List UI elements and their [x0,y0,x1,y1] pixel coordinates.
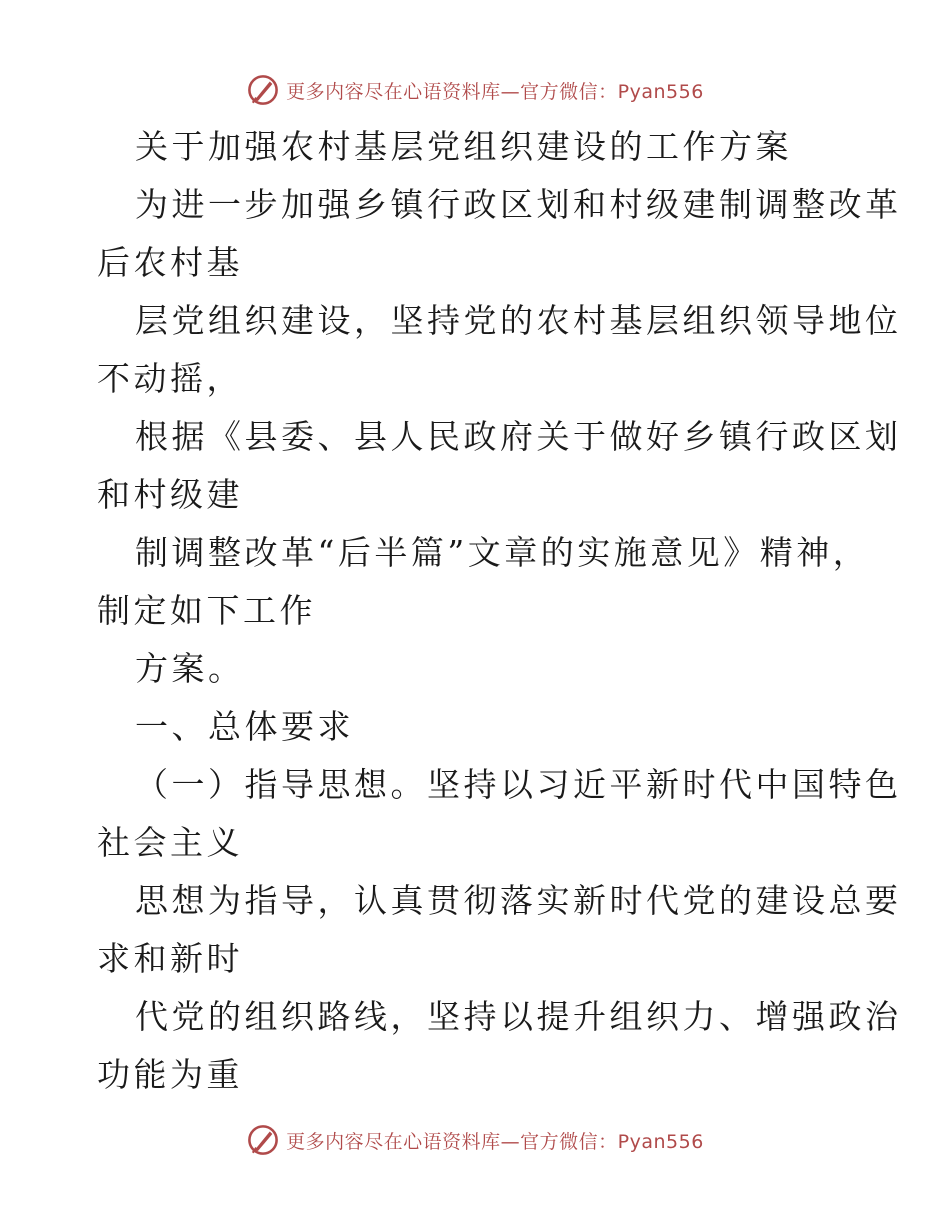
paragraph-line: 后农村基 [97,243,243,282]
paragraph-line: 功能为重 [97,1055,243,1094]
section-heading: 一、总体要求 [135,707,354,746]
paragraph-line: 制定如下工作 [97,591,316,630]
document-title: 关于加强农村基层党组织建设的工作方案 [135,127,792,166]
quill-pen-circle-icon [246,1123,280,1157]
paragraph-line: 求和新时 [97,939,243,978]
paragraph-line: 社会主义 [97,823,243,862]
paragraph-line: 和村级建 [97,475,243,514]
paragraph-line: 思想为指导，认真贯彻落实新时代党的建设总要 [135,881,902,920]
paragraph-line: 方案。 [135,649,245,688]
header-banner-text: 更多内容尽在心语资料库—官方微信：Pyan556 [286,80,704,103]
subsection-heading-line: （一）指导思想。坚持以习近平新时代中国特色 [135,765,902,804]
paragraph-line: 制调整改革“后半篇”文章的实施意见》精神， [135,533,870,572]
footer-banner [0,1120,950,1160]
paragraph-line: 不动摇， [97,359,243,398]
footer-banner-text: 更多内容尽在心语资料库—官方微信：Pyan556 [286,1130,704,1153]
paragraph-line: 根据《县委、县人民政府关于做好乡镇行政区划 [135,417,902,456]
paragraph-line: 层党组织建设，坚持党的农村基层组织领导地位 [135,301,902,340]
paragraph-line: 代党的组织路线，坚持以提升组织力、增强政治 [135,997,902,1036]
header-banner [0,70,950,110]
paragraph-line: 为进一步加强乡镇行政区划和村级建制调整改革 [135,185,902,224]
document-body [97,118,902,1104]
quill-pen-circle-icon [246,73,280,107]
